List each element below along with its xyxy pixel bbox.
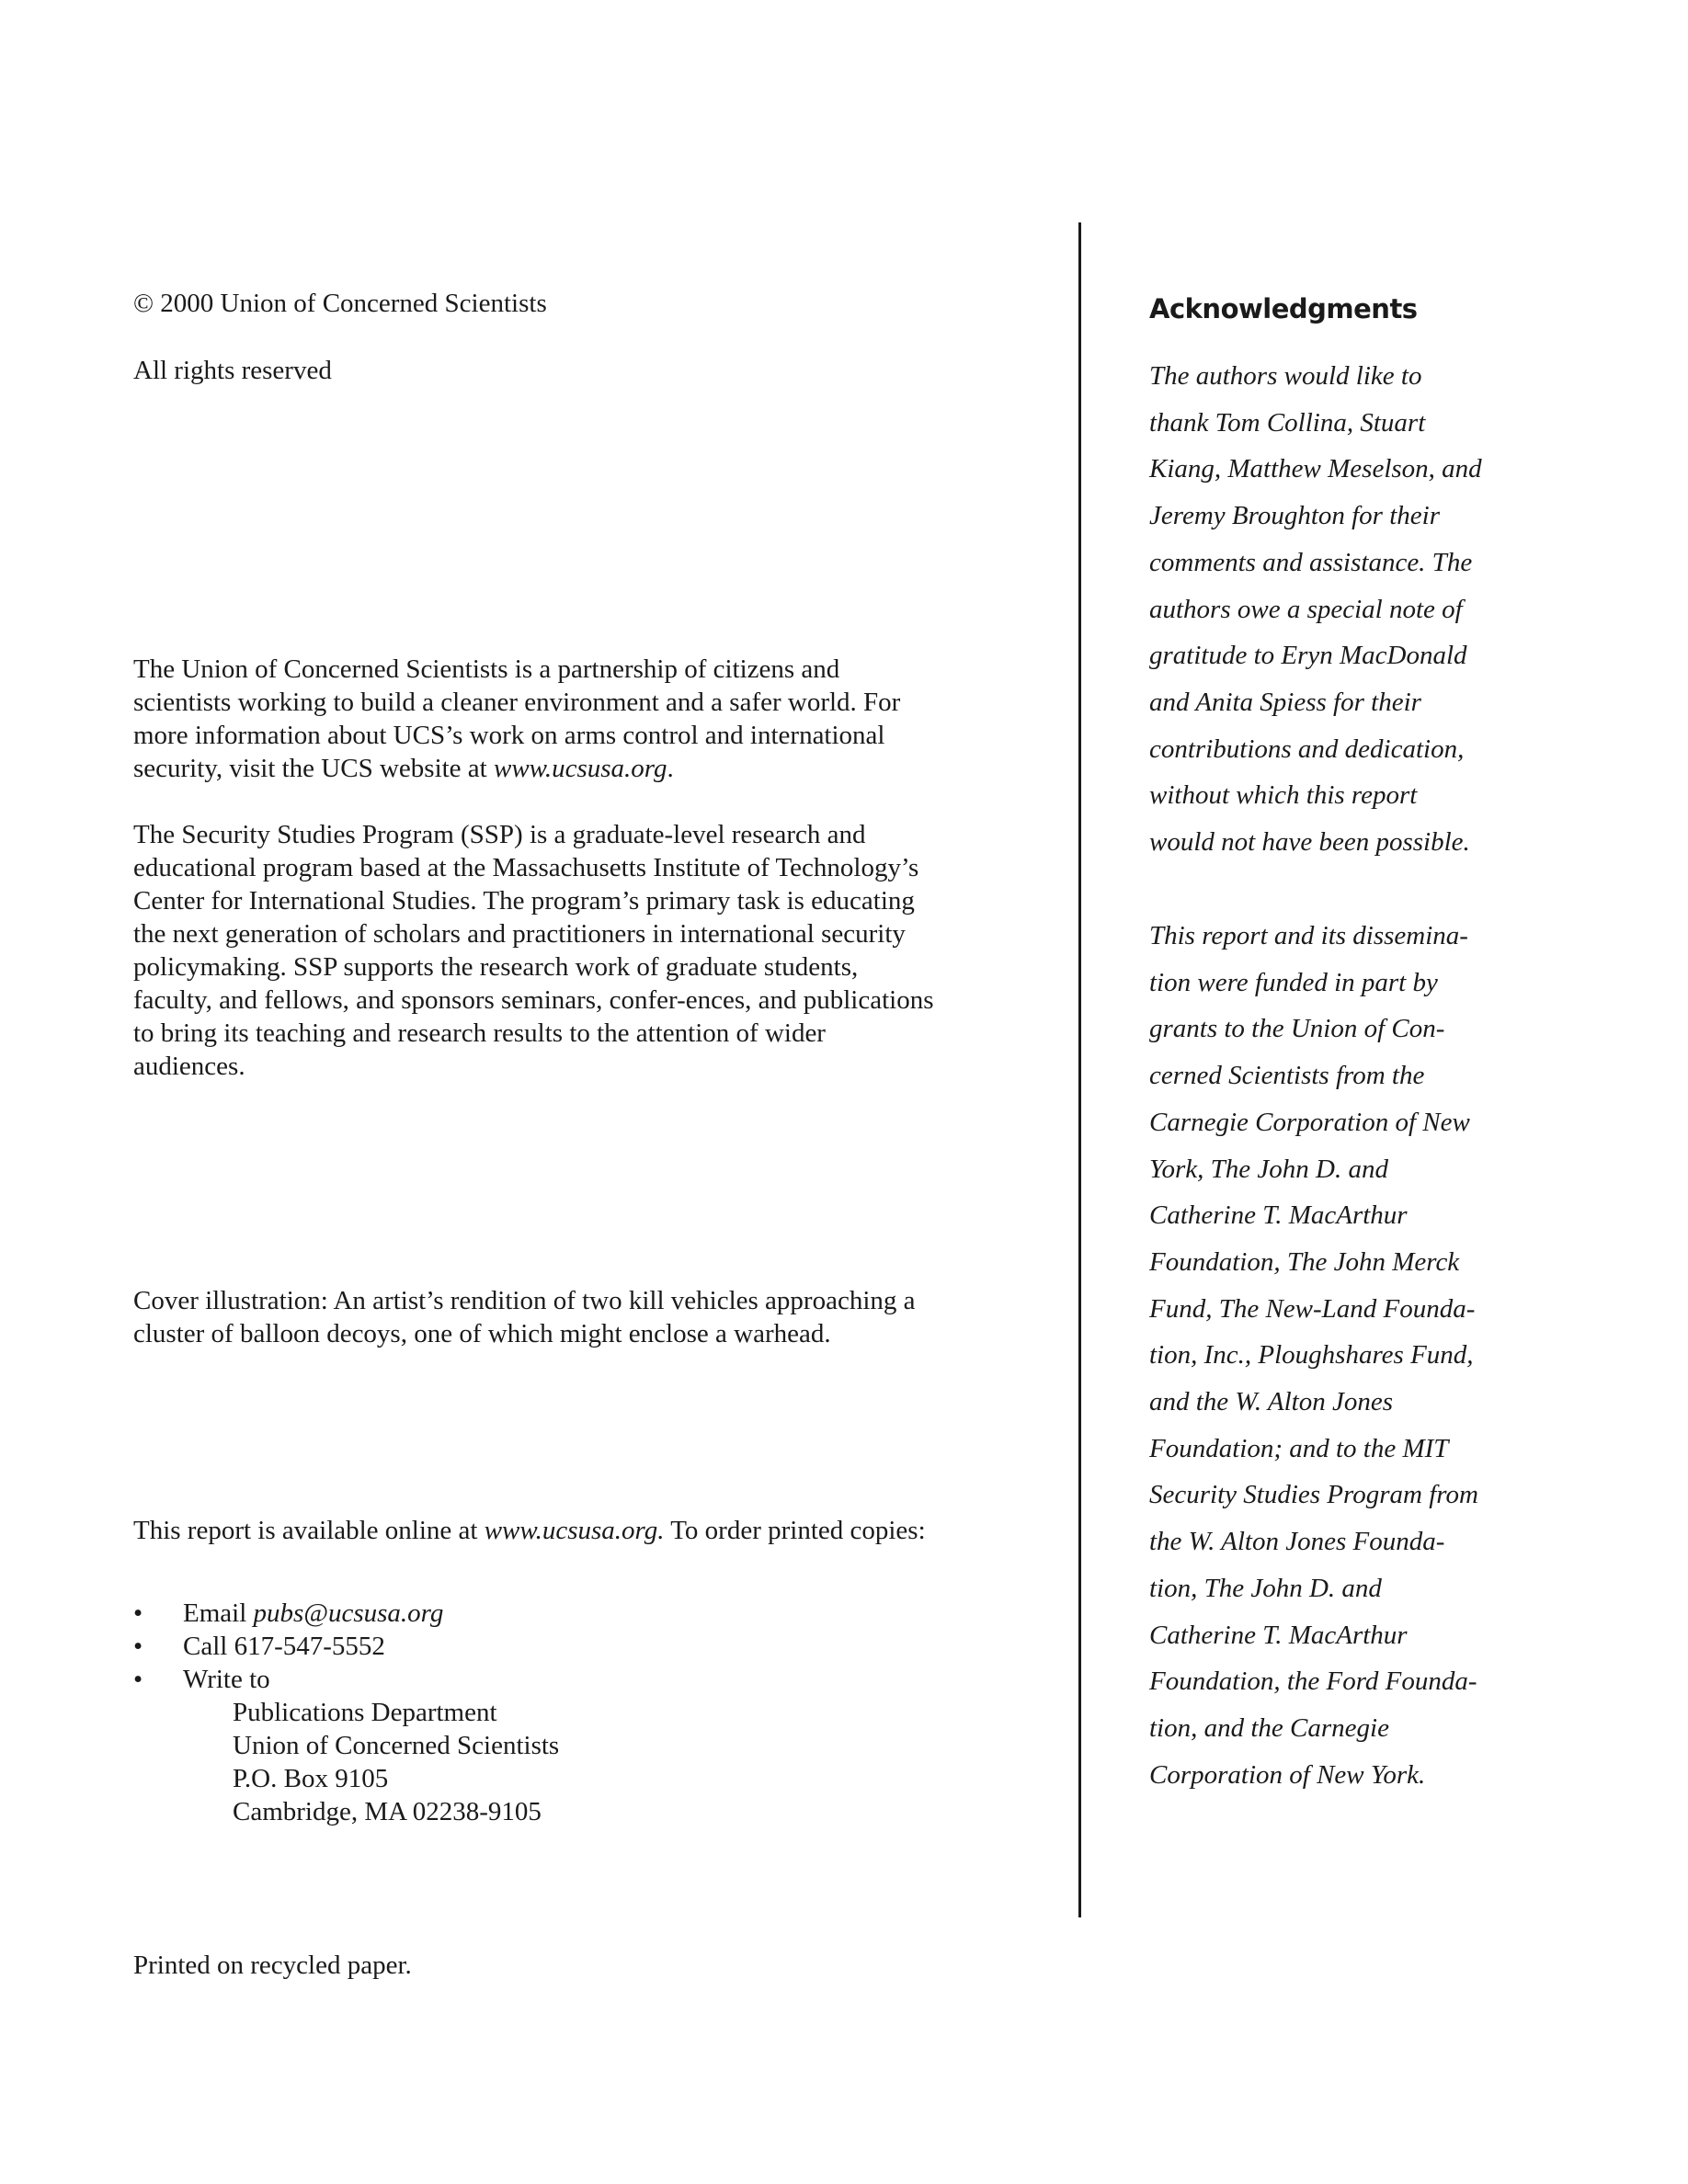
address-line: Union of Concerned Scientists	[233, 1731, 560, 1760]
ucs-website-link[interactable]: www.ucsusa.org	[493, 754, 667, 783]
text-line: Foundation; and to the MIT	[1149, 1433, 1449, 1463]
text-line: without which this report	[1149, 780, 1418, 811]
text-line: York, The John D. and	[1149, 1154, 1388, 1184]
order-item-email	[133, 1597, 942, 1630]
text-line: and Anita Spiess for their	[1149, 687, 1421, 717]
address-line: Publications Department	[233, 1698, 497, 1727]
text-line: Jeremy Broughton for their	[1149, 501, 1440, 531]
bullet: •	[133, 1598, 143, 1628]
bullet: •	[133, 1665, 143, 1694]
acknowledgments-heading: Acknowledgments	[1149, 293, 1418, 324]
text-line: Catherine T. MacArthur	[1149, 1200, 1408, 1231]
order-item-label: Call 617-547-5552	[183, 1632, 385, 1661]
order-item-label: Write to	[183, 1665, 270, 1694]
text-line: Foundation, The John Merck	[1149, 1246, 1460, 1277]
text-line: gratitude to Eryn MacDonald	[1149, 641, 1467, 671]
recycled-paper-note: Printed on recycled paper.	[133, 1951, 412, 1980]
email-link[interactable]: pubs@ucsusa.org	[253, 1598, 444, 1628]
cover-illustration-note: Cover illustration: An artist’s rendition of two kill vehicles approaching a cluster of balloon decoys, one of which might enclose a warhead.	[133, 1286, 916, 1348]
address-line: Cambridge, MA 02238-9105	[233, 1797, 542, 1826]
text-line: comments and assistance. The	[1149, 547, 1473, 577]
text-line: Security Studies Program from	[1149, 1480, 1478, 1510]
text-line: tion, The John D. and	[1149, 1573, 1382, 1603]
text-line: thank Tom Collina, Stuart	[1149, 407, 1426, 438]
ssp-description: The Security Studies Program (SSP) is a graduate-level research and educational program based at the Massachusetts Institute of Technology’s Center for International Studies. The program’s primary task is educating the next generation of scholars and practitioners in international security policymaking. SSP supports the research work of graduate students, faculty, and fellows, and sponsors seminars, confer-ences, and publications to bring its teaching and research results to the attention of wider audiences.	[133, 820, 934, 1081]
online-availability	[133, 1514, 942, 1547]
text-line: cerned Scientists from the	[1149, 1061, 1425, 1091]
text-line: Kiang, Matthew Meselson, and	[1149, 454, 1482, 484]
text-line: Carnegie Corporation of New	[1149, 1107, 1470, 1137]
ucs-description	[133, 653, 942, 785]
acknowledgments-thanks	[1149, 353, 1535, 866]
text-line: authors owe a special note of	[1149, 594, 1463, 624]
text-line: The authors would like to	[1149, 361, 1422, 391]
order-methods-list	[133, 1597, 942, 1696]
text-line: Foundation, the Ford Founda-	[1149, 1666, 1477, 1697]
text-line: Catherine T. MacArthur	[1149, 1620, 1408, 1650]
text-line: grants to the Union of Con-	[1149, 1014, 1445, 1044]
mailing-address	[133, 1696, 942, 1828]
copyright-notice: © 2000 Union of Concerned Scientists	[133, 289, 547, 318]
online-website-link[interactable]: www.ucsusa.org.	[484, 1516, 665, 1545]
ucs-description-end: .	[667, 754, 674, 783]
online-prefix: This report is available online at	[133, 1516, 485, 1545]
text-line: tion, and the Carnegie	[1149, 1712, 1389, 1743]
text-line: the W. Alton Jones Founda-	[1149, 1527, 1445, 1557]
online-suffix: To order printed copies:	[664, 1516, 926, 1545]
text-line: and the W. Alton Jones	[1149, 1387, 1394, 1417]
order-item-call	[133, 1630, 942, 1663]
bullet: •	[133, 1632, 143, 1661]
text-line: contributions and dedication,	[1149, 734, 1465, 764]
column-divider	[1078, 222, 1081, 1917]
acknowledgments-funding	[1149, 913, 1535, 1798]
rights-notice: All rights reserved	[133, 356, 332, 385]
order-item-write	[133, 1663, 942, 1696]
text-line: Corporation of New York.	[1149, 1759, 1426, 1790]
order-item-label: Email	[183, 1598, 254, 1628]
text-line: Fund, The New-Land Founda-	[1149, 1293, 1476, 1324]
address-line: P.O. Box 9105	[233, 1764, 389, 1793]
text-line: tion were funded in part by	[1149, 967, 1438, 997]
text-line: tion, Inc., Ploughshares Fund,	[1149, 1340, 1474, 1371]
text-line: This report and its dissemina-	[1149, 921, 1468, 950]
text-line: would not have been possible.	[1149, 827, 1470, 858]
ucs-description-text: The Union of Concerned Scientists is a partnership of citizens and scientists working to build a cleaner environment and a safer world. For more information about UCS’s work on arms control and international security, visit the UCS website at	[133, 654, 901, 783]
